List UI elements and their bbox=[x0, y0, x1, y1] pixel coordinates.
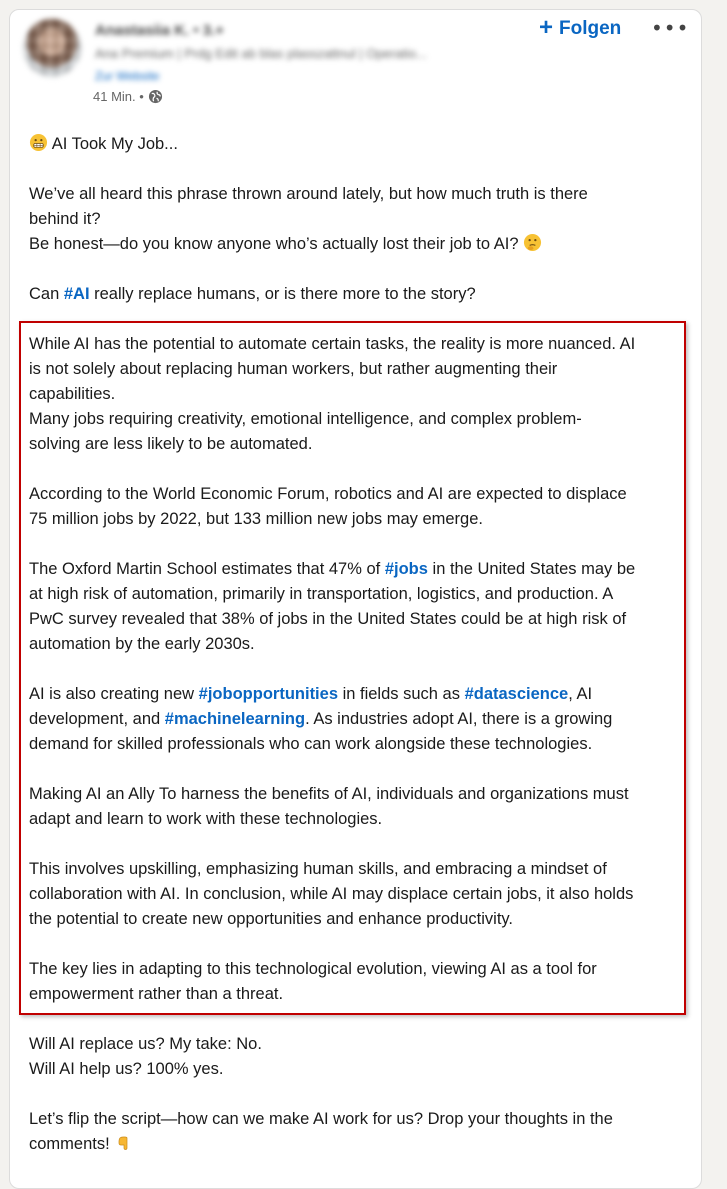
follow-label: Folgen bbox=[559, 18, 622, 39]
post-time: 41 Min. • bbox=[93, 89, 144, 104]
hashtag-ai[interactable]: #AI bbox=[63, 285, 90, 303]
hashtag-jobopportunities[interactable]: #jobopportunities bbox=[198, 685, 338, 703]
author-headline: Ana Premium | Prdg Edit ab blas plasszattnul | Operatio... bbox=[95, 46, 427, 61]
post-meta bbox=[93, 89, 163, 104]
thinking-face-icon bbox=[523, 233, 542, 252]
author-avatar[interactable] bbox=[23, 19, 81, 77]
post-highlighted-section: While AI has the potential to automate certain tasks, the reality is more nuanced. AI is not solely about replacing human workers, but rather augmenting their capabilities. Many jobs requiring creativity, emotional intelligence, and complex problem- solving are less likely to be automated. According to the World Economic Forum, robotics and AI are expected to displace 75 million jobs by 2022, but 133 million new jobs may emerge. The Oxford Martin School estimates that 47% of #jobs in the United States may be at high risk of automation, primarily in transportation, logistics, and production. A PwC survey revealed that 38% of jobs in the United States could be at high risk of automation by the early 2030s. AI is also creating new #jobopportunities in fields such as #datascience, AI development, and #machinelearning. As industries adopt AI, there is a growing demand for skilled professionals who can work alongside these technologies. Making AI an Ally To harness the benefits of AI, individuals and organizations must adapt and learn to work with these technologies. This involves upskilling, emphasizing human skills, and embracing a mindset of collaboration with AI. In conclusion, while AI may displace certain jobs, it also holds the potential to create new opportunities and enhance productivity. The key lies in adapting to this technological evolution, viewing AI as a tool for empowerment rather than a threat. bbox=[29, 335, 636, 1003]
post-intro: AI Took My Job... We’ve all heard this phrase thrown around lately, but how much truth is there behind it? Be honest—do you know anyone who’s actually lost their job to AI? Can #AI really replace humans, or is there more to the story? bbox=[29, 135, 588, 303]
author-name[interactable]: Anastasiia K. • 3.+ bbox=[95, 22, 225, 39]
post-line: behind it? bbox=[29, 210, 101, 228]
pointing-down-hand-icon bbox=[114, 1132, 132, 1152]
hashtag-machinelearning[interactable]: #machinelearning bbox=[164, 710, 306, 728]
grimacing-face-icon bbox=[29, 133, 48, 152]
globe-icon bbox=[148, 89, 163, 104]
follow-button[interactable] bbox=[535, 14, 625, 44]
hashtag-jobs[interactable]: #jobs bbox=[384, 560, 428, 578]
post-ending: Will AI replace us? My take: No. Will AI help us? 100% yes. Let’s flip the script—how can we make AI work for us? Drop your thoughts in the comments! bbox=[29, 1035, 613, 1153]
author-website-link[interactable]: Zur Website bbox=[95, 69, 160, 83]
post-headline: AI Took My Job... bbox=[51, 135, 178, 153]
post-line: Be honest—do you know anyone who’s actually lost their job to AI? bbox=[29, 235, 519, 253]
post-line: We’ve all heard this phrase thrown around lately, but how much truth is there bbox=[29, 185, 588, 203]
plus-icon: + bbox=[539, 13, 554, 41]
more-options-button[interactable]: ••• bbox=[645, 16, 675, 40]
hashtag-datascience[interactable]: #datascience bbox=[464, 685, 569, 703]
